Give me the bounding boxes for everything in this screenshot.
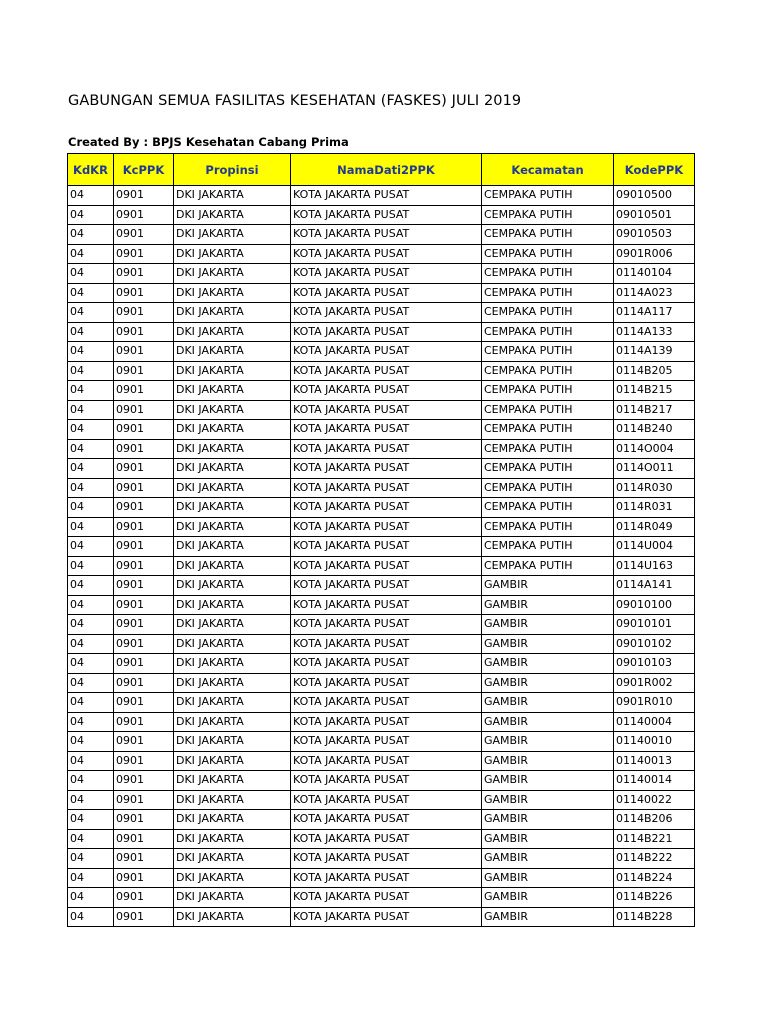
table-row xyxy=(68,556,695,576)
cell-namadati2ppk: KOTA JAKARTA PUSAT xyxy=(291,361,482,381)
table-row xyxy=(68,439,695,459)
cell-propinsi: DKI JAKARTA xyxy=(174,868,291,888)
cell-kdkr: 04 xyxy=(68,595,114,615)
cell-kcppk: 0901 xyxy=(114,615,174,635)
cell-kdkr: 04 xyxy=(68,829,114,849)
cell-propinsi: DKI JAKARTA xyxy=(174,712,291,732)
cell-kdkr: 04 xyxy=(68,459,114,479)
cell-propinsi: DKI JAKARTA xyxy=(174,888,291,908)
cell-kodeppk: 09010501 xyxy=(614,205,695,225)
cell-kodeppk: 01140022 xyxy=(614,790,695,810)
cell-kcppk: 0901 xyxy=(114,244,174,264)
cell-kcppk: 0901 xyxy=(114,576,174,596)
cell-kcppk: 0901 xyxy=(114,829,174,849)
table-row xyxy=(68,478,695,498)
cell-kecamatan: GAMBIR xyxy=(482,576,614,596)
cell-propinsi: DKI JAKARTA xyxy=(174,517,291,537)
cell-kodeppk: 09010100 xyxy=(614,595,695,615)
cell-kdkr: 04 xyxy=(68,361,114,381)
cell-kodeppk: 0114A141 xyxy=(614,576,695,596)
table-row xyxy=(68,459,695,479)
cell-kcppk: 0901 xyxy=(114,907,174,927)
cell-kecamatan: CEMPAKA PUTIH xyxy=(482,283,614,303)
cell-kodeppk: 01140010 xyxy=(614,732,695,752)
table-row xyxy=(68,205,695,225)
cell-namadati2ppk: KOTA JAKARTA PUSAT xyxy=(291,849,482,869)
cell-kodeppk: 09010102 xyxy=(614,634,695,654)
cell-kcppk: 0901 xyxy=(114,849,174,869)
cell-kdkr: 04 xyxy=(68,342,114,362)
cell-kdkr: 04 xyxy=(68,381,114,401)
cell-kodeppk: 0114B215 xyxy=(614,381,695,401)
cell-kcppk: 0901 xyxy=(114,439,174,459)
cell-kodeppk: 0114B206 xyxy=(614,810,695,830)
cell-namadati2ppk: KOTA JAKARTA PUSAT xyxy=(291,634,482,654)
cell-kodeppk: 0114A117 xyxy=(614,303,695,323)
cell-namadati2ppk: KOTA JAKARTA PUSAT xyxy=(291,888,482,908)
cell-kcppk: 0901 xyxy=(114,322,174,342)
cell-propinsi: DKI JAKARTA xyxy=(174,673,291,693)
cell-namadati2ppk: KOTA JAKARTA PUSAT xyxy=(291,264,482,284)
cell-kdkr: 04 xyxy=(68,790,114,810)
cell-propinsi: DKI JAKARTA xyxy=(174,459,291,479)
cell-namadati2ppk: KOTA JAKARTA PUSAT xyxy=(291,576,482,596)
cell-kodeppk: 0114O004 xyxy=(614,439,695,459)
cell-kdkr: 04 xyxy=(68,673,114,693)
cell-kcppk: 0901 xyxy=(114,654,174,674)
cell-kodeppk: 0114B221 xyxy=(614,829,695,849)
cell-kodeppk: 0114O011 xyxy=(614,459,695,479)
cell-kecamatan: CEMPAKA PUTIH xyxy=(482,322,614,342)
cell-kodeppk: 0901R002 xyxy=(614,673,695,693)
cell-kdkr: 04 xyxy=(68,264,114,284)
cell-propinsi: DKI JAKARTA xyxy=(174,537,291,557)
table-row xyxy=(68,654,695,674)
cell-namadati2ppk: KOTA JAKARTA PUSAT xyxy=(291,810,482,830)
cell-kecamatan: CEMPAKA PUTIH xyxy=(482,459,614,479)
column-header-kodeppk: KodePPK xyxy=(614,154,695,186)
cell-kdkr: 04 xyxy=(68,732,114,752)
cell-kdkr: 04 xyxy=(68,225,114,245)
table-row xyxy=(68,244,695,264)
cell-kcppk: 0901 xyxy=(114,732,174,752)
cell-kodeppk: 0114U163 xyxy=(614,556,695,576)
cell-kcppk: 0901 xyxy=(114,186,174,206)
cell-namadati2ppk: KOTA JAKARTA PUSAT xyxy=(291,517,482,537)
cell-kecamatan: CEMPAKA PUTIH xyxy=(482,244,614,264)
table-body xyxy=(68,186,695,927)
cell-kdkr: 04 xyxy=(68,244,114,264)
table-row xyxy=(68,264,695,284)
cell-kecamatan: GAMBIR xyxy=(482,654,614,674)
cell-kecamatan: GAMBIR xyxy=(482,849,614,869)
cell-kdkr: 04 xyxy=(68,712,114,732)
cell-kecamatan: CEMPAKA PUTIH xyxy=(482,439,614,459)
cell-kcppk: 0901 xyxy=(114,381,174,401)
faskes-table xyxy=(67,153,695,927)
document-title: GABUNGAN SEMUA FASILITAS KESEHATAN (FASKES) JULI 2019 xyxy=(68,93,522,109)
cell-kdkr: 04 xyxy=(68,693,114,713)
cell-namadati2ppk: KOTA JAKARTA PUSAT xyxy=(291,907,482,927)
cell-namadati2ppk: KOTA JAKARTA PUSAT xyxy=(291,283,482,303)
table-row xyxy=(68,771,695,791)
cell-kcppk: 0901 xyxy=(114,790,174,810)
cell-kecamatan: GAMBIR xyxy=(482,595,614,615)
cell-namadati2ppk: KOTA JAKARTA PUSAT xyxy=(291,615,482,635)
cell-kecamatan: CEMPAKA PUTIH xyxy=(482,342,614,362)
cell-kcppk: 0901 xyxy=(114,634,174,654)
cell-propinsi: DKI JAKARTA xyxy=(174,654,291,674)
cell-propinsi: DKI JAKARTA xyxy=(174,829,291,849)
cell-propinsi: DKI JAKARTA xyxy=(174,693,291,713)
cell-kodeppk: 0114B205 xyxy=(614,361,695,381)
cell-kdkr: 04 xyxy=(68,810,114,830)
cell-kdkr: 04 xyxy=(68,478,114,498)
cell-kecamatan: GAMBIR xyxy=(482,673,614,693)
cell-namadati2ppk: KOTA JAKARTA PUSAT xyxy=(291,771,482,791)
cell-kodeppk: 09010103 xyxy=(614,654,695,674)
cell-kecamatan: CEMPAKA PUTIH xyxy=(482,381,614,401)
cell-kdkr: 04 xyxy=(68,283,114,303)
cell-kecamatan: GAMBIR xyxy=(482,712,614,732)
cell-namadati2ppk: KOTA JAKARTA PUSAT xyxy=(291,205,482,225)
cell-kcppk: 0901 xyxy=(114,556,174,576)
cell-kdkr: 04 xyxy=(68,576,114,596)
column-header-propinsi: Propinsi xyxy=(174,154,291,186)
table-row xyxy=(68,634,695,654)
column-header-kcppk: KcPPK xyxy=(114,154,174,186)
table-row xyxy=(68,361,695,381)
cell-kodeppk: 0114B240 xyxy=(614,420,695,440)
cell-kdkr: 04 xyxy=(68,907,114,927)
cell-namadati2ppk: KOTA JAKARTA PUSAT xyxy=(291,420,482,440)
cell-namadati2ppk: KOTA JAKARTA PUSAT xyxy=(291,537,482,557)
cell-kecamatan: GAMBIR xyxy=(482,615,614,635)
cell-kdkr: 04 xyxy=(68,303,114,323)
cell-kdkr: 04 xyxy=(68,868,114,888)
cell-kdkr: 04 xyxy=(68,751,114,771)
cell-namadati2ppk: KOTA JAKARTA PUSAT xyxy=(291,186,482,206)
cell-kecamatan: CEMPAKA PUTIH xyxy=(482,498,614,518)
cell-kcppk: 0901 xyxy=(114,537,174,557)
cell-namadati2ppk: KOTA JAKARTA PUSAT xyxy=(291,381,482,401)
cell-kodeppk: 0901R006 xyxy=(614,244,695,264)
cell-kecamatan: GAMBIR xyxy=(482,829,614,849)
cell-kodeppk: 0114B217 xyxy=(614,400,695,420)
cell-kcppk: 0901 xyxy=(114,693,174,713)
cell-kodeppk: 01140104 xyxy=(614,264,695,284)
cell-kdkr: 04 xyxy=(68,322,114,342)
cell-propinsi: DKI JAKARTA xyxy=(174,264,291,284)
table-row xyxy=(68,829,695,849)
cell-kcppk: 0901 xyxy=(114,283,174,303)
cell-namadati2ppk: KOTA JAKARTA PUSAT xyxy=(291,322,482,342)
cell-propinsi: DKI JAKARTA xyxy=(174,595,291,615)
cell-kdkr: 04 xyxy=(68,888,114,908)
cell-kodeppk: 09010101 xyxy=(614,615,695,635)
table-row xyxy=(68,322,695,342)
cell-kdkr: 04 xyxy=(68,615,114,635)
cell-kcppk: 0901 xyxy=(114,342,174,362)
cell-kcppk: 0901 xyxy=(114,459,174,479)
cell-propinsi: DKI JAKARTA xyxy=(174,420,291,440)
cell-kdkr: 04 xyxy=(68,654,114,674)
table-row xyxy=(68,517,695,537)
cell-propinsi: DKI JAKARTA xyxy=(174,205,291,225)
column-header-namadati2ppk: NamaDati2PPK xyxy=(291,154,482,186)
cell-kecamatan: CEMPAKA PUTIH xyxy=(482,303,614,323)
table-row xyxy=(68,732,695,752)
cell-kodeppk: 01140014 xyxy=(614,771,695,791)
cell-kecamatan: GAMBIR xyxy=(482,693,614,713)
cell-propinsi: DKI JAKARTA xyxy=(174,322,291,342)
cell-propinsi: DKI JAKARTA xyxy=(174,283,291,303)
cell-kdkr: 04 xyxy=(68,556,114,576)
cell-kcppk: 0901 xyxy=(114,303,174,323)
cell-kdkr: 04 xyxy=(68,400,114,420)
table-row xyxy=(68,400,695,420)
cell-propinsi: DKI JAKARTA xyxy=(174,361,291,381)
cell-kdkr: 04 xyxy=(68,186,114,206)
table-row xyxy=(68,849,695,869)
cell-kodeppk: 0114B228 xyxy=(614,907,695,927)
cell-kodeppk: 0114A133 xyxy=(614,322,695,342)
cell-namadati2ppk: KOTA JAKARTA PUSAT xyxy=(291,673,482,693)
cell-kodeppk: 01140013 xyxy=(614,751,695,771)
table-row xyxy=(68,888,695,908)
cell-kecamatan: GAMBIR xyxy=(482,771,614,791)
cell-kcppk: 0901 xyxy=(114,205,174,225)
cell-kdkr: 04 xyxy=(68,771,114,791)
column-header-kecamatan: Kecamatan xyxy=(482,154,614,186)
cell-kcppk: 0901 xyxy=(114,888,174,908)
cell-kcppk: 0901 xyxy=(114,673,174,693)
table-row xyxy=(68,342,695,362)
table-row xyxy=(68,225,695,245)
table-row xyxy=(68,537,695,557)
cell-namadati2ppk: KOTA JAKARTA PUSAT xyxy=(291,693,482,713)
cell-kecamatan: CEMPAKA PUTIH xyxy=(482,225,614,245)
cell-kcppk: 0901 xyxy=(114,400,174,420)
cell-kcppk: 0901 xyxy=(114,420,174,440)
cell-namadati2ppk: KOTA JAKARTA PUSAT xyxy=(291,654,482,674)
cell-propinsi: DKI JAKARTA xyxy=(174,342,291,362)
cell-propinsi: DKI JAKARTA xyxy=(174,732,291,752)
cell-kecamatan: CEMPAKA PUTIH xyxy=(482,537,614,557)
cell-kodeppk: 01140004 xyxy=(614,712,695,732)
cell-kodeppk: 0114A139 xyxy=(614,342,695,362)
table-row xyxy=(68,303,695,323)
cell-kecamatan: CEMPAKA PUTIH xyxy=(482,186,614,206)
cell-namadati2ppk: KOTA JAKARTA PUSAT xyxy=(291,303,482,323)
cell-namadati2ppk: KOTA JAKARTA PUSAT xyxy=(291,244,482,264)
cell-propinsi: DKI JAKARTA xyxy=(174,810,291,830)
cell-kcppk: 0901 xyxy=(114,712,174,732)
table-row xyxy=(68,790,695,810)
cell-propinsi: DKI JAKARTA xyxy=(174,303,291,323)
cell-propinsi: DKI JAKARTA xyxy=(174,907,291,927)
table-row xyxy=(68,576,695,596)
cell-namadati2ppk: KOTA JAKARTA PUSAT xyxy=(291,732,482,752)
cell-kecamatan: CEMPAKA PUTIH xyxy=(482,205,614,225)
cell-kdkr: 04 xyxy=(68,634,114,654)
cell-kecamatan: CEMPAKA PUTIH xyxy=(482,420,614,440)
cell-kcppk: 0901 xyxy=(114,478,174,498)
cell-kecamatan: GAMBIR xyxy=(482,810,614,830)
cell-namadati2ppk: KOTA JAKARTA PUSAT xyxy=(291,595,482,615)
cell-kecamatan: GAMBIR xyxy=(482,888,614,908)
table-row xyxy=(68,186,695,206)
cell-kcppk: 0901 xyxy=(114,751,174,771)
column-header-kdkr: KdKR xyxy=(68,154,114,186)
cell-propinsi: DKI JAKARTA xyxy=(174,634,291,654)
cell-kodeppk: 0901R010 xyxy=(614,693,695,713)
cell-kecamatan: GAMBIR xyxy=(482,732,614,752)
table-row xyxy=(68,868,695,888)
table-row xyxy=(68,283,695,303)
cell-propinsi: DKI JAKARTA xyxy=(174,186,291,206)
cell-kecamatan: GAMBIR xyxy=(482,868,614,888)
cell-kecamatan: CEMPAKA PUTIH xyxy=(482,517,614,537)
cell-kcppk: 0901 xyxy=(114,225,174,245)
cell-propinsi: DKI JAKARTA xyxy=(174,498,291,518)
table-row xyxy=(68,420,695,440)
cell-kcppk: 0901 xyxy=(114,517,174,537)
cell-propinsi: DKI JAKARTA xyxy=(174,790,291,810)
cell-namadati2ppk: KOTA JAKARTA PUSAT xyxy=(291,712,482,732)
cell-kdkr: 04 xyxy=(68,849,114,869)
cell-propinsi: DKI JAKARTA xyxy=(174,849,291,869)
cell-namadati2ppk: KOTA JAKARTA PUSAT xyxy=(291,342,482,362)
cell-kecamatan: GAMBIR xyxy=(482,751,614,771)
cell-kodeppk: 09010500 xyxy=(614,186,695,206)
cell-kodeppk: 0114U004 xyxy=(614,537,695,557)
cell-kecamatan: GAMBIR xyxy=(482,634,614,654)
cell-kdkr: 04 xyxy=(68,205,114,225)
cell-kodeppk: 0114B222 xyxy=(614,849,695,869)
cell-kcppk: 0901 xyxy=(114,264,174,284)
cell-namadati2ppk: KOTA JAKARTA PUSAT xyxy=(291,400,482,420)
cell-kdkr: 04 xyxy=(68,517,114,537)
cell-propinsi: DKI JAKARTA xyxy=(174,381,291,401)
table-row xyxy=(68,595,695,615)
cell-propinsi: DKI JAKARTA xyxy=(174,225,291,245)
cell-kodeppk: 0114A023 xyxy=(614,283,695,303)
table-row xyxy=(68,693,695,713)
cell-kdkr: 04 xyxy=(68,498,114,518)
cell-kecamatan: CEMPAKA PUTIH xyxy=(482,400,614,420)
cell-propinsi: DKI JAKARTA xyxy=(174,244,291,264)
cell-namadati2ppk: KOTA JAKARTA PUSAT xyxy=(291,459,482,479)
document-subtitle: Created By : BPJS Kesehatan Cabang Prima xyxy=(68,135,349,149)
cell-kodeppk: 0114B226 xyxy=(614,888,695,908)
cell-kcppk: 0901 xyxy=(114,868,174,888)
cell-kodeppk: 0114R030 xyxy=(614,478,695,498)
cell-kodeppk: 0114B224 xyxy=(614,868,695,888)
cell-kodeppk: 0114R031 xyxy=(614,498,695,518)
cell-namadati2ppk: KOTA JAKARTA PUSAT xyxy=(291,751,482,771)
cell-kcppk: 0901 xyxy=(114,810,174,830)
cell-kdkr: 04 xyxy=(68,420,114,440)
cell-namadati2ppk: KOTA JAKARTA PUSAT xyxy=(291,829,482,849)
cell-namadati2ppk: KOTA JAKARTA PUSAT xyxy=(291,556,482,576)
cell-kodeppk: 0114R049 xyxy=(614,517,695,537)
cell-kecamatan: CEMPAKA PUTIH xyxy=(482,361,614,381)
table-row xyxy=(68,907,695,927)
cell-kecamatan: CEMPAKA PUTIH xyxy=(482,556,614,576)
cell-propinsi: DKI JAKARTA xyxy=(174,439,291,459)
cell-propinsi: DKI JAKARTA xyxy=(174,400,291,420)
table-row xyxy=(68,712,695,732)
cell-kdkr: 04 xyxy=(68,537,114,557)
cell-kecamatan: GAMBIR xyxy=(482,907,614,927)
cell-kcppk: 0901 xyxy=(114,771,174,791)
cell-kcppk: 0901 xyxy=(114,595,174,615)
cell-propinsi: DKI JAKARTA xyxy=(174,615,291,635)
table-header-row xyxy=(68,154,695,186)
cell-propinsi: DKI JAKARTA xyxy=(174,751,291,771)
cell-namadati2ppk: KOTA JAKARTA PUSAT xyxy=(291,225,482,245)
table-row xyxy=(68,751,695,771)
cell-namadati2ppk: KOTA JAKARTA PUSAT xyxy=(291,478,482,498)
cell-propinsi: DKI JAKARTA xyxy=(174,478,291,498)
cell-kdkr: 04 xyxy=(68,439,114,459)
cell-namadati2ppk: KOTA JAKARTA PUSAT xyxy=(291,439,482,459)
cell-propinsi: DKI JAKARTA xyxy=(174,556,291,576)
cell-namadati2ppk: KOTA JAKARTA PUSAT xyxy=(291,790,482,810)
cell-kcppk: 0901 xyxy=(114,498,174,518)
cell-propinsi: DKI JAKARTA xyxy=(174,771,291,791)
cell-kecamatan: CEMPAKA PUTIH xyxy=(482,478,614,498)
table-row xyxy=(68,498,695,518)
cell-propinsi: DKI JAKARTA xyxy=(174,576,291,596)
cell-namadati2ppk: KOTA JAKARTA PUSAT xyxy=(291,868,482,888)
table-row xyxy=(68,673,695,693)
cell-kecamatan: GAMBIR xyxy=(482,790,614,810)
cell-kodeppk: 09010503 xyxy=(614,225,695,245)
table-row xyxy=(68,381,695,401)
cell-kcppk: 0901 xyxy=(114,361,174,381)
cell-kecamatan: CEMPAKA PUTIH xyxy=(482,264,614,284)
cell-namadati2ppk: KOTA JAKARTA PUSAT xyxy=(291,498,482,518)
table-row xyxy=(68,810,695,830)
table-row xyxy=(68,615,695,635)
